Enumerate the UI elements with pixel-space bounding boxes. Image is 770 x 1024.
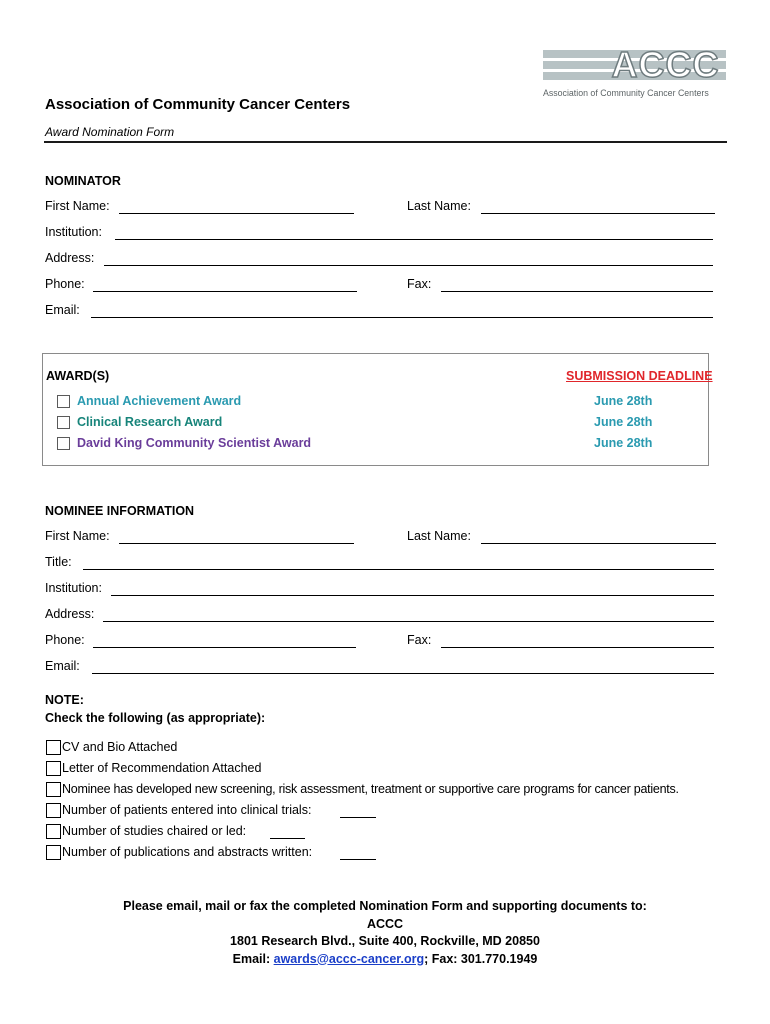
- nominator-first-name-label: First Name:: [45, 199, 110, 213]
- deadline-heading: SUBMISSION DEADLINE: [566, 369, 713, 383]
- check-recommendation[interactable]: [46, 761, 61, 776]
- nominee-phone-field[interactable]: [93, 647, 356, 648]
- check-publications[interactable]: [46, 845, 61, 860]
- check-new-programs-label: Nominee has developed new screening, risk assessment, treatment or supportive care programs for cancer patients.: [62, 782, 679, 796]
- nominator-institution-label: Institution:: [45, 225, 102, 239]
- nominee-fax-label: Fax:: [407, 633, 432, 647]
- nominator-last-name-field[interactable]: [481, 213, 715, 214]
- award-checkbox-david-king[interactable]: [57, 437, 70, 450]
- nominee-first-name-label: First Name:: [45, 529, 110, 543]
- patients-trials-field[interactable]: [340, 817, 376, 818]
- award-deadline-david-king: June 28th: [594, 436, 653, 450]
- footer-email-link[interactable]: awards@accc-cancer.org: [273, 951, 425, 966]
- award-deadline-clinical: June 28th: [594, 415, 653, 429]
- nominator-phone-label: Phone:: [45, 277, 85, 291]
- nominee-address-field[interactable]: [103, 621, 714, 622]
- nominee-institution-field[interactable]: [111, 595, 714, 596]
- check-patients-trials-label: Number of patients entered into clinical trials:: [62, 803, 312, 817]
- logo-subtitle: Association of Community Cancer Centers: [543, 88, 709, 98]
- logo-text: ACCC: [611, 44, 720, 85]
- nominee-title-field[interactable]: [83, 569, 714, 570]
- nominee-address-label: Address:: [45, 607, 95, 621]
- nominator-first-name-field[interactable]: [119, 213, 354, 214]
- award-label-clinical: Clinical Research Award: [77, 415, 223, 429]
- check-studies-chaired-label: Number of studies chaired or led:: [62, 824, 247, 838]
- nominee-first-name-field[interactable]: [119, 543, 354, 544]
- nominee-last-name-label: Last Name:: [407, 529, 471, 543]
- note-instruction: Check the following (as appropriate):: [45, 711, 266, 725]
- nominator-last-name-label: Last Name:: [407, 199, 471, 213]
- nominee-last-name-field[interactable]: [481, 543, 716, 544]
- footer-fax: ; Fax: 301.770.1949: [424, 951, 538, 966]
- publications-field[interactable]: [340, 859, 376, 860]
- accc-logo: [543, 44, 726, 100]
- form-subtitle: Award Nomination Form: [45, 125, 175, 139]
- nominee-email-label: Email:: [45, 659, 80, 673]
- footer-instruction: Please email, mail or fax the completed Nomination Form and supporting documents to:: [123, 899, 647, 913]
- check-cv-bio-label: CV and Bio Attached: [62, 740, 178, 754]
- studies-chaired-field[interactable]: [270, 838, 305, 839]
- nominator-phone-field[interactable]: [93, 291, 357, 292]
- note-heading: NOTE:: [45, 693, 84, 707]
- check-new-programs[interactable]: [46, 782, 61, 797]
- nominator-institution-field[interactable]: [115, 239, 713, 240]
- nominee-email-field[interactable]: [92, 673, 714, 674]
- award-checkbox-annual[interactable]: [57, 395, 70, 408]
- nominator-fax-field[interactable]: [441, 291, 713, 292]
- nominee-heading: NOMINEE INFORMATION: [45, 504, 195, 518]
- header-rule: [44, 141, 727, 143]
- nominator-address-label: Address:: [45, 251, 95, 265]
- footer: [0, 898, 770, 968]
- award-label-david-king: David King Community Scientist Award: [77, 436, 312, 450]
- award-label-annual: Annual Achievement Award: [77, 394, 242, 408]
- check-patients-trials[interactable]: [46, 803, 61, 818]
- nominator-email-field[interactable]: [91, 317, 713, 318]
- check-recommendation-label: Letter of Recommendation Attached: [62, 761, 262, 775]
- nominator-fax-label: Fax:: [407, 277, 432, 291]
- nominator-email-label: Email:: [45, 303, 80, 317]
- check-cv-bio[interactable]: [46, 740, 61, 755]
- nominee-title-label: Title:: [45, 555, 72, 569]
- page-title: Association of Community Cancer Centers: [45, 96, 351, 113]
- award-checkbox-clinical[interactable]: [57, 416, 70, 429]
- nominee-institution-label: Institution:: [45, 581, 102, 595]
- nominator-address-field[interactable]: [104, 265, 713, 266]
- footer-address: 1801 Research Blvd., Suite 400, Rockville, MD 20850: [230, 934, 540, 948]
- award-deadline-annual: June 28th: [594, 394, 653, 408]
- footer-org: ACCC: [366, 916, 404, 931]
- awards-heading: AWARD(S): [46, 369, 110, 383]
- nominator-heading: NOMINATOR: [45, 174, 121, 188]
- check-studies-chaired[interactable]: [46, 824, 61, 839]
- nominee-fax-field[interactable]: [441, 647, 714, 648]
- check-publications-label: Number of publications and abstracts written:: [62, 845, 313, 859]
- nominee-phone-label: Phone:: [45, 633, 85, 647]
- footer-contact: [0, 951, 770, 969]
- footer-email-prefix: Email:: [232, 951, 274, 966]
